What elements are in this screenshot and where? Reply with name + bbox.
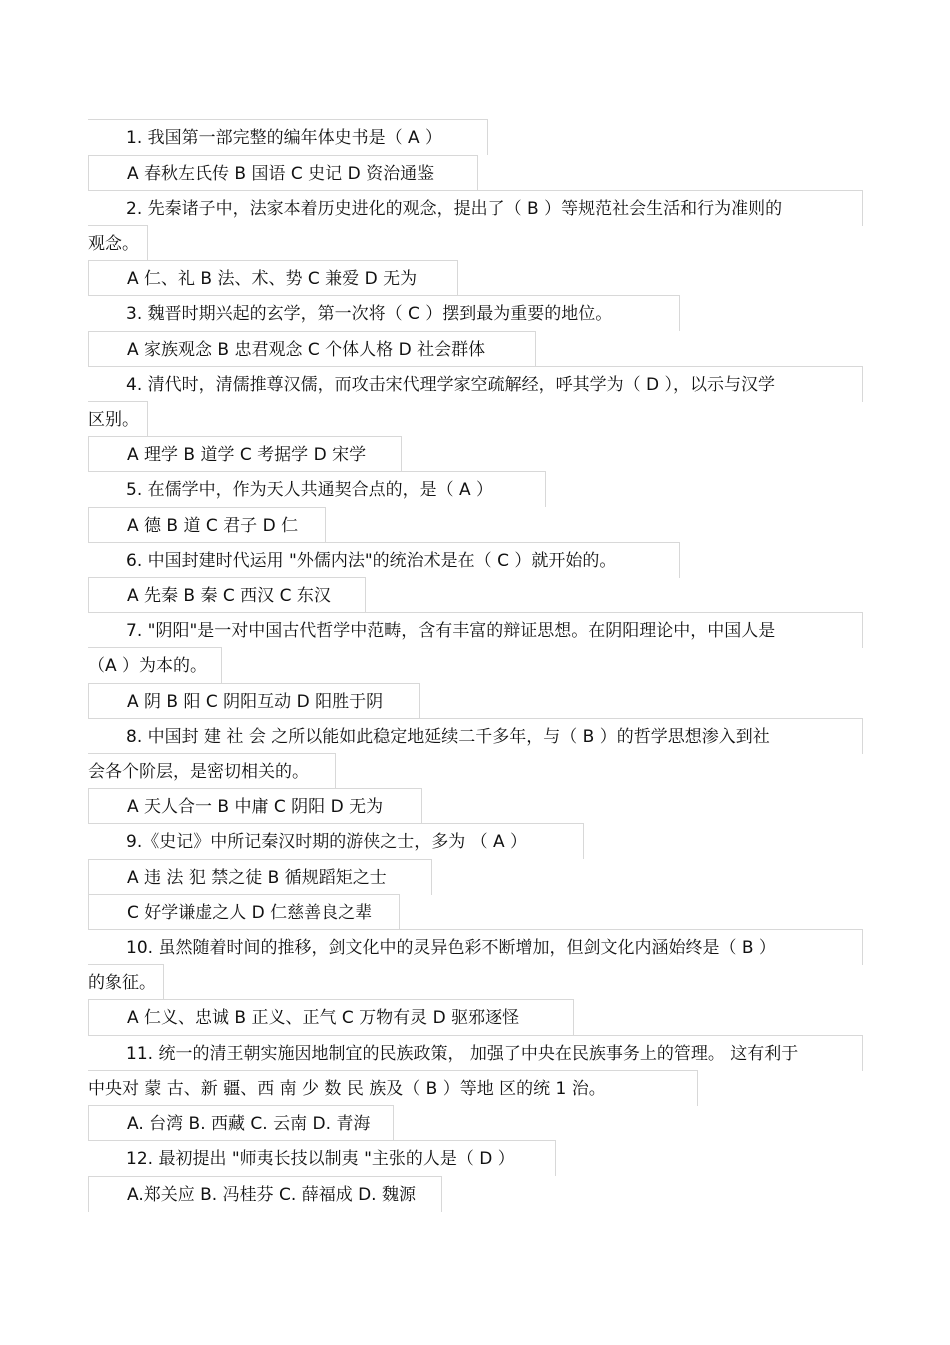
- question-2-continued: 观念。: [88, 225, 148, 261]
- question-4: 4. 清代时，清儒推尊汉儒，而攻击宋代理学家空疏解经，呼其学为（ D ），以示与汉学: [88, 366, 863, 402]
- question-11-options: A. 台湾 B. 西藏 C. 云南 D. 青海: [88, 1105, 394, 1141]
- question-3: 3. 魏晋时期兴起的玄学，第一次将（ C ）摆到最为重要的地位。: [88, 295, 680, 331]
- question-8-continued: 会各个阶层，是密切相关的。: [88, 753, 336, 789]
- question-4-continued: 区别。: [88, 401, 148, 437]
- question-11-continued: 中央对 蒙 古、新 疆、西 南 少 数 民 族及（ B ）等地 区的统 1 治。: [88, 1070, 698, 1106]
- question-5-options: A 德 B 道 C 君子 D 仁: [88, 507, 326, 543]
- question-2: 2. 先秦诸子中，法家本着历史进化的观念，提出了（ B ）等规范社会生活和行为准则的: [88, 190, 863, 226]
- question-6: 6. 中国封建时代运用 "外儒内法"的统治术是在（ C ）就开始的。: [88, 542, 680, 578]
- question-1-options: A 春秋左氏传 B 国语 C 史记 D 资治通鉴: [88, 155, 478, 191]
- question-6-options: A 先秦 B 秦 C 西汉 C 东汉: [88, 577, 366, 613]
- question-8: 8. 中国封 建 社 会 之所以能如此稳定地延续二千多年，与（ B ）的哲学思想渗入到社: [88, 718, 863, 754]
- question-7: 7. "阴阳"是一对中国古代哲学中范畴，含有丰富的辩证思想。在阴阳理论中，中国人是: [88, 612, 863, 648]
- question-9-options-cd: C 好学谦虚之人 D 仁慈善良之辈: [88, 894, 400, 930]
- question-9: 9.《史记》中所记秦汉时期的游侠之士，多为 （ A ）: [88, 823, 584, 859]
- question-3-options: A 家族观念 B 忠君观念 C 个体人格 D 社会群体: [88, 331, 536, 367]
- question-7-continued: （A ）为本的。: [88, 647, 222, 683]
- question-10: 10. 虽然随着时间的推移，剑文化中的灵异色彩不断增加，但剑文化内涵始终是（ B ）: [88, 929, 863, 965]
- question-7-options: A 阴 B 阳 C 阴阳互动 D 阳胜于阴: [88, 683, 420, 719]
- question-4-options: A 理学 B 道学 C 考据学 D 宋学: [88, 436, 402, 472]
- question-11: 11. 统一的清王朝实施因地制宜的民族政策， 加强了中央在民族事务上的管理。 这有利于: [88, 1035, 863, 1071]
- question-12: 12. 最初提出 "师夷长技以制夷 "主张的人是（ D ）: [88, 1140, 556, 1176]
- question-5: 5. 在儒学中，作为天人共通契合点的，是（ A ）: [88, 471, 546, 507]
- question-10-continued: 的象征。: [88, 964, 164, 1000]
- question-10-options: A 仁义、忠诚 B 正义、正气 C 万物有灵 D 驱邪逐怪: [88, 999, 574, 1035]
- question-1: 1. 我国第一部完整的编年体史书是（ A ）: [88, 119, 488, 155]
- question-8-options: A 天人合一 B 中庸 C 阴阳 D 无为: [88, 788, 422, 824]
- question-2-options: A 仁、礼 B 法、术、势 C 兼爱 D 无为: [88, 260, 458, 296]
- question-9-options-ab: A 违 法 犯 禁之徒 B 循规蹈矩之士: [88, 859, 432, 895]
- question-12-options: A.郑关应 B. 冯桂芬 C. 薛福成 D. 魏源: [88, 1176, 442, 1212]
